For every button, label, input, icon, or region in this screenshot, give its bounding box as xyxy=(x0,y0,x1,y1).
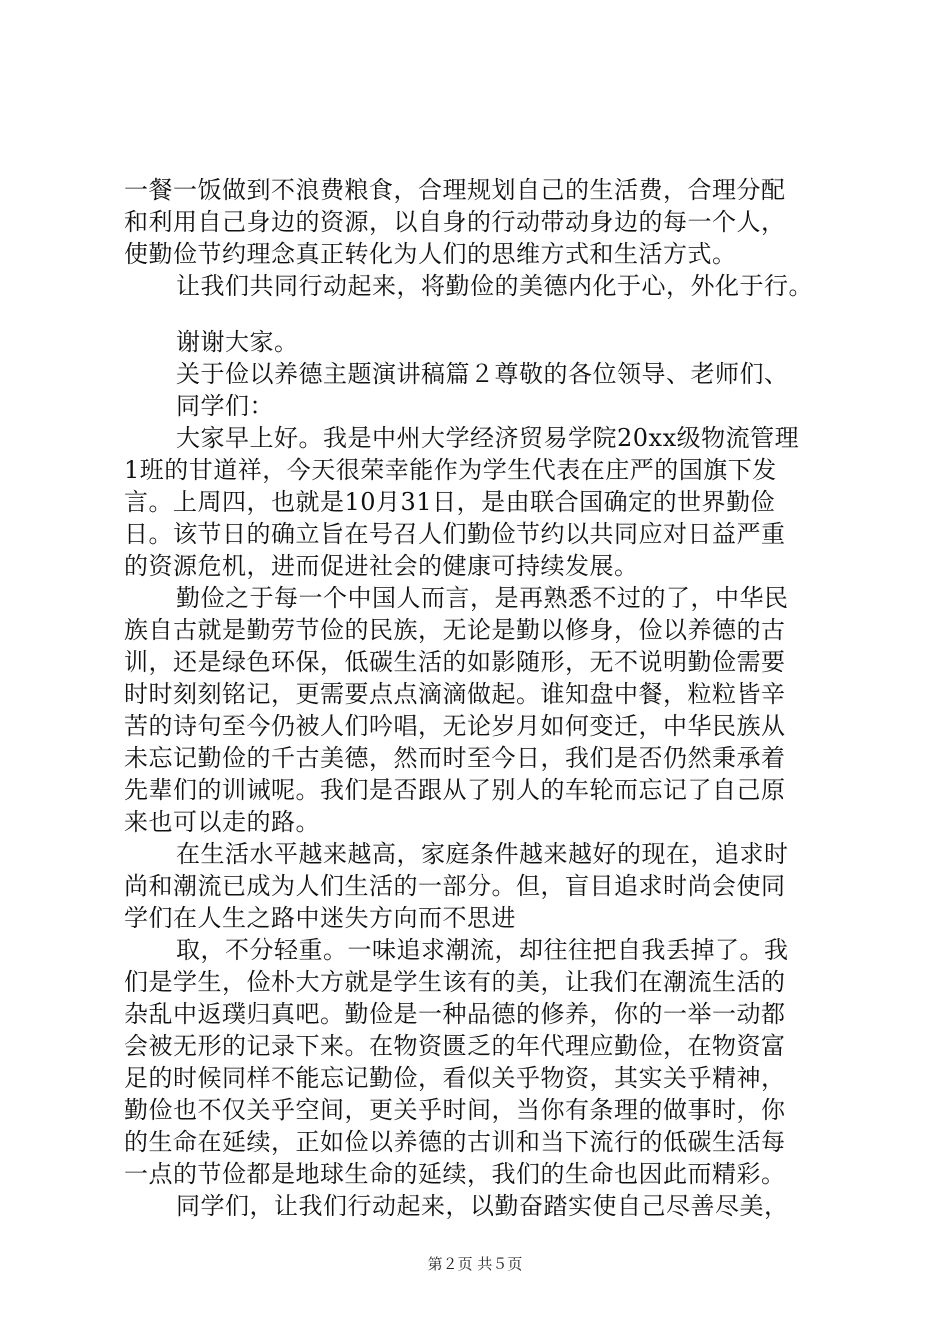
text-line: 训，还是绿色环保，低碳生活的如影随形，无不说明勤俭需要 xyxy=(124,648,786,676)
text-line: 勤俭也不仅关乎空间，更关乎时间，当你有条理的做事时，你 xyxy=(124,1096,786,1124)
page-number: 第２页 共５页 xyxy=(427,1255,523,1273)
text-line: 一餐一饭做到不浪费粮食，合理规划自己的生活费，合理分配 xyxy=(124,176,786,204)
text-line: 杂乱中返璞归真吧。勤俭是一种品德的修养，你的一举一动都 xyxy=(124,1000,786,1028)
text-line: 取，不分轻重。一味追求潮流，却往往把自我丢掉了。我 xyxy=(176,936,789,964)
text-line: 族自古就是勤劳节俭的民族，无论是勤以修身，俭以养德的古 xyxy=(124,616,786,644)
text-line: 使勤俭节约理念真正转化为人们的思维方式和生活方式。 xyxy=(124,240,737,268)
text-line: 和利用自己身边的资源，以自身的行动带动身边的每一个人， xyxy=(124,208,786,236)
text-line: 苦的诗句至今仍被人们吟唱，无论岁月如何变迁，中华民族从 xyxy=(124,712,786,740)
text-line: 一点的节俭都是地球生命的延续，我们的生命也因此而精彩。 xyxy=(124,1160,786,1188)
text-line: 的生命在延续，正如俭以养德的古训和当下流行的低碳生活每 xyxy=(124,1128,786,1156)
text-line: 足的时候同样不能忘记勤俭，看似关乎物资，其实关乎精神， xyxy=(124,1064,786,1092)
text-line: 来也可以走的路。 xyxy=(124,808,320,836)
text-line: 让我们共同行动起来，将勤俭的美德内化于心，外化于行。 xyxy=(176,272,813,300)
text-line: 未忘记勤俭的千古美德，然而时至今日，我们是否仍然秉承着 xyxy=(124,744,786,772)
text-line: 大家早上好。我是中州大学经济贸易学院20xx级物流管理 xyxy=(176,424,800,452)
text-line: 们是学生，俭朴大方就是学生该有的美，让我们在潮流生活的 xyxy=(124,968,786,996)
text-line: 同学们，让我们行动起来，以勤奋踏实使自己尽善尽美， xyxy=(176,1192,789,1220)
text-line: 关于俭以养德主题演讲稿篇２尊敬的各位领导、老师们、 xyxy=(176,360,789,388)
text-line: 的资源危机，进而促进社会的健康可持续发展。 xyxy=(124,552,639,580)
text-line: 1班的甘道祥，今天很荣幸能作为学生代表在庄严的国旗下发 xyxy=(124,456,777,484)
text-line: 言。上周四，也就是10月31日，是由联合国确定的世界勤俭 xyxy=(124,488,776,516)
text-line: 会被无形的记录下来。在物资匮乏的年代理应勤俭，在物资富 xyxy=(124,1032,786,1060)
text-line: 学们在人生之路中迷失方向而不思进 xyxy=(124,904,516,932)
text-line: 在生活水平越来越高，家庭条件越来越好的现在，追求时 xyxy=(176,840,789,868)
text-line: 先辈们的训诫呢。我们是否跟从了别人的车轮而忘记了自己原 xyxy=(124,776,786,804)
text-line: 日。该节日的确立旨在号召人们勤俭节约以共同应对日益严重 xyxy=(124,520,786,548)
text-line: 时时刻刻铭记，更需要点点滴滴做起。谁知盘中餐，粒粒皆辛 xyxy=(124,680,786,708)
text-line: 勤俭之于每一个中国人而言，是再熟悉不过的了，中华民 xyxy=(176,584,789,612)
text-line: 同学们： xyxy=(176,392,274,420)
text-line: 谢谢大家。 xyxy=(176,328,299,356)
text-line: 尚和潮流已成为人们生活的一部分。但，盲目追求时尚会使同 xyxy=(124,872,786,900)
